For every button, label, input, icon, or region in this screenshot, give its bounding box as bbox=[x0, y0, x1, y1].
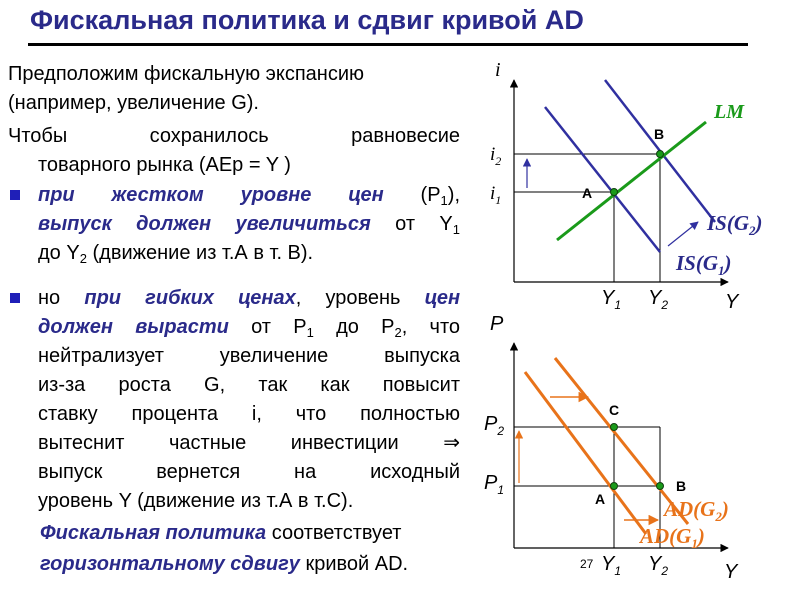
i1-label: $i_1$ bbox=[490, 183, 502, 207]
is-g2-label: $IS(G_2)$ bbox=[707, 211, 763, 238]
bullet2-line-6: вытеснит частные инвестиции ⇒ bbox=[38, 432, 460, 454]
ad-g1-label: $AD(G_1)$ bbox=[640, 524, 705, 551]
equilibrium-text-b: товарного рынка (AEp = Y ) bbox=[38, 154, 291, 176]
bullet1-line-3: до $Y_2$ (движение из т.А в т. В). bbox=[38, 242, 314, 266]
bullet2-line-1: но при гибких ценах, уровень цен bbox=[38, 287, 461, 309]
point-c-ad bbox=[611, 424, 618, 431]
implies-arrow: ⇒ bbox=[443, 432, 460, 454]
bullet2-line-5: ставку процента i, что полностью bbox=[38, 403, 460, 425]
ad-y2-label: $Y_2$ bbox=[648, 553, 669, 578]
bullet2-line-4: из-за роста G, так как повысит bbox=[38, 374, 460, 396]
p1-label: $P_1$ bbox=[484, 472, 505, 497]
rigid-prices-emphasis: при жестком уровне цен bbox=[38, 184, 384, 206]
islm-y1-label: $Y_1$ bbox=[601, 287, 622, 312]
i2-label: $i_2$ bbox=[490, 144, 502, 168]
point-a-ad-label: A bbox=[595, 491, 606, 507]
point-b-ad bbox=[657, 483, 664, 490]
conclusion-line-1: Фискальная политика соответствует bbox=[40, 522, 402, 544]
bullet2-line-7: выпуск вернется на исходный bbox=[38, 461, 460, 483]
ad-diagram bbox=[484, 313, 739, 583]
point-a-ad bbox=[611, 483, 618, 490]
ad-g2-label: $AD(G_2)$ bbox=[664, 497, 729, 524]
bullet2-line-3: нейтрализует увеличение выпуска bbox=[38, 345, 460, 367]
conclusion-line-2: горизонтальному сдвигу кривой AD. bbox=[40, 553, 409, 575]
ad-y-label: P bbox=[490, 313, 504, 335]
point-b-islm bbox=[657, 151, 664, 158]
point-a-islm bbox=[611, 189, 618, 196]
p2-label: $P_2$ bbox=[484, 413, 505, 438]
slide-title: Фискальная политика и сдвиг кривой AD bbox=[30, 5, 584, 35]
point-a-islm-label: A bbox=[582, 185, 593, 201]
bullet2-line-8: уровень Y (движение из т.А в т.С). bbox=[38, 490, 354, 512]
output-increase-emphasis: выпуск должен увеличиться bbox=[38, 213, 371, 235]
bullet1-line-1: при жестком уровне цен $(P_1)$, bbox=[38, 184, 460, 208]
islm-diagram bbox=[490, 59, 763, 313]
ad-y1-label: $Y_1$ bbox=[601, 553, 622, 578]
islm-y2-label: $Y_2$ bbox=[648, 287, 669, 312]
ad-x-label: Y bbox=[724, 561, 738, 583]
fiscal-policy-emphasis: Фискальная политика bbox=[40, 522, 267, 544]
is-shift-arrow bbox=[668, 222, 698, 246]
intro-text: Предположим фискальную экспансию (например, увеличение G). bbox=[8, 63, 364, 114]
bullet1-line-2: выпуск должен увеличиться от $Y_1$ bbox=[38, 213, 460, 237]
flexible-prices-emphasis: при гибких ценах bbox=[84, 287, 296, 309]
point-b-islm-label: B bbox=[654, 126, 665, 142]
horizontal-shift-emphasis: горизонтальному сдвигу bbox=[40, 553, 300, 575]
bullet2-line-2: должен вырасти от $P_1$ до $P_2$, что bbox=[38, 316, 460, 340]
islm-x-label: Y bbox=[725, 291, 739, 313]
equilibrium-text-a: Чтобы сохранилось равновесие bbox=[8, 125, 460, 147]
point-c-ad-label: C bbox=[609, 402, 620, 418]
lm-label: LM bbox=[714, 101, 744, 123]
is-g1-label: $IS(G_1)$ bbox=[676, 251, 732, 278]
must-rise-emphasis: должен вырасти bbox=[38, 316, 229, 338]
point-b-ad-label: B bbox=[676, 478, 687, 494]
page-number: 27 bbox=[580, 557, 594, 571]
prices-emphasis: цен bbox=[424, 287, 461, 309]
islm-y-label: i bbox=[495, 59, 501, 81]
